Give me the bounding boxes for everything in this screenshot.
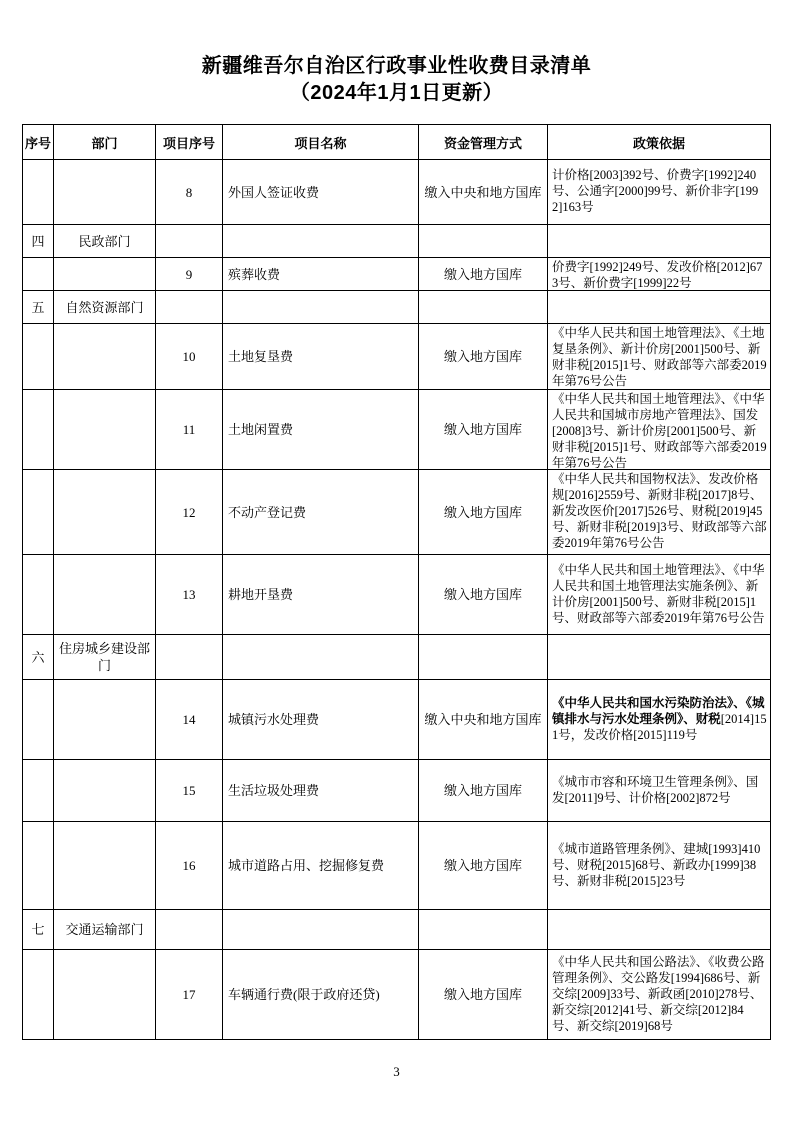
cell-fund (419, 635, 548, 680)
cell-seq (23, 680, 54, 760)
cell-fund: 缴入地方国库 (419, 760, 548, 822)
cell-name: 土地闲置费 (223, 390, 419, 470)
cell-fund: 缴入地方国库 (419, 324, 548, 390)
table-row (23, 324, 771, 390)
policy-text (552, 954, 768, 1034)
cell-dept: 交通运输部门 (54, 910, 156, 950)
policy-segment: 《中华人民共和国土地管理法》、《中华人民共和国城市房地产管理法》、国发[2008]3号、新计价房[2001]500号、新财非税[2015]1号、财政部等六部委2019年第76号公告 (552, 392, 767, 470)
table-row (23, 258, 771, 291)
cell-dept (54, 760, 156, 822)
cell-num (156, 291, 223, 324)
cell-policy (548, 225, 771, 258)
cell-fund: 缴入地方国库 (419, 950, 548, 1040)
policy-text (552, 167, 768, 215)
cell-name: 耕地开垦费 (223, 555, 419, 635)
document-title (0, 0, 793, 107)
cell-policy (548, 635, 771, 680)
cell-num: 15 (156, 760, 223, 822)
policy-segment: 《城市市容和环境卫生管理条例》、国发[2011]9号、计价格[2002]872号 (552, 774, 759, 805)
policy-segment: 《中华人民共和国土地管理法》、《中华人民共和国土地管理法实施条例》、新计价房[2001]500号、新财非税[2015]1号、财政部等六部委2019年第76号公告 (552, 562, 765, 625)
policy-cell-content (552, 760, 768, 819)
table-row (23, 160, 771, 225)
cell-name: 城镇污水处理费 (223, 680, 419, 760)
policy-cell-content (552, 680, 768, 757)
cell-policy (548, 910, 771, 950)
policy-cell-content (552, 470, 768, 552)
cell-dept (54, 555, 156, 635)
policy-text (552, 841, 768, 889)
cell-fund: 缴入地方国库 (419, 555, 548, 635)
column-header-dept: 部门 (54, 125, 156, 160)
document-title-line1: 新疆维吾尔自治区行政事业性收费目录清单 (201, 55, 592, 77)
policy-text (552, 259, 768, 291)
cell-name (223, 225, 419, 258)
cell-policy (548, 390, 771, 470)
cell-name (223, 635, 419, 680)
policy-segment: 《中华人民共和国公路法》、《收费公路管理条例》、交公路发[1994]686号、新交综[2009]33号、新政函[2010]278号、新交综[2012]41号、新交综[2012]84号、新交综[2019]68号 (552, 954, 765, 1033)
cell-dept (54, 822, 156, 910)
column-header-num: 项目序号 (156, 125, 223, 160)
cell-dept (54, 258, 156, 291)
policy-segment: 计价格[2003]392号、价费字[1992]240号、公通字[2000]99号、新价非字[1992]163号 (552, 168, 759, 214)
cell-dept (54, 160, 156, 225)
cell-num: 14 (156, 680, 223, 760)
cell-seq (23, 822, 54, 910)
cell-seq (23, 760, 54, 822)
cell-fund: 缴入中央和地方国库 (419, 680, 548, 760)
policy-segment: 《中华人民共和国水污染防治法》、《城镇排水与污水处理条例》、财税 (552, 695, 765, 726)
cell-name: 不动产登记费 (223, 470, 419, 555)
policy-cell-content (552, 390, 768, 470)
column-header-seq: 序号 (23, 125, 54, 160)
policy-text (552, 695, 768, 743)
table-row (23, 470, 771, 555)
table-row (23, 910, 771, 950)
policy-segment: 价费字[1992]249号、发改价格[2012]673号、新价费字[1999]22号 (552, 260, 763, 290)
cell-num: 16 (156, 822, 223, 910)
policy-cell-content (552, 258, 768, 288)
cell-num (156, 225, 223, 258)
cell-dept: 自然资源部门 (54, 291, 156, 324)
column-header-policy: 政策依据 (548, 125, 771, 160)
table-row (23, 680, 771, 760)
fee-table-head (23, 125, 771, 160)
cell-policy (548, 680, 771, 760)
fee-table (22, 124, 771, 1040)
cell-policy (548, 555, 771, 635)
policy-text (552, 391, 768, 471)
cell-dept: 民政部门 (54, 225, 156, 258)
column-header-fund: 资金管理方式 (419, 125, 548, 160)
column-header-name: 项目名称 (223, 125, 419, 160)
cell-name: 外国人签证收费 (223, 160, 419, 225)
policy-cell-content (552, 324, 768, 387)
table-row (23, 635, 771, 680)
table-row (23, 225, 771, 258)
cell-policy (548, 324, 771, 390)
cell-policy (548, 822, 771, 910)
cell-fund: 缴入中央和地方国库 (419, 160, 548, 225)
policy-text (552, 471, 768, 551)
header-row (23, 125, 771, 160)
cell-name: 殡葬收费 (223, 258, 419, 291)
policy-cell-content (552, 950, 768, 1037)
policy-cell-content (552, 291, 768, 321)
cell-fund (419, 910, 548, 950)
cell-num: 13 (156, 555, 223, 635)
cell-policy (548, 760, 771, 822)
cell-num: 12 (156, 470, 223, 555)
policy-text (552, 325, 768, 389)
cell-fund: 缴入地方国库 (419, 470, 548, 555)
cell-fund: 缴入地方国库 (419, 258, 548, 291)
cell-seq: 四 (23, 225, 54, 258)
policy-cell-content (552, 635, 768, 677)
cell-seq (23, 390, 54, 470)
policy-segment: 《中华人民共和国物权法》、发改价格规[2016]2559号、新财非税[2017]8号、新发改医价[2017]526号、财税[2019]45号、新财非税[2019]3号、财政部等六部委2019年第76号公告 (552, 472, 767, 550)
cell-dept (54, 470, 156, 555)
cell-seq (23, 160, 54, 225)
policy-text (552, 562, 768, 626)
cell-seq (23, 470, 54, 555)
cell-seq (23, 950, 54, 1040)
cell-num: 8 (156, 160, 223, 225)
table-row (23, 760, 771, 822)
cell-seq (23, 555, 54, 635)
cell-dept (54, 680, 156, 760)
cell-policy (548, 950, 771, 1040)
cell-fund (419, 291, 548, 324)
document-title-line2: （2024年1月1日更新） (289, 82, 504, 104)
cell-num (156, 910, 223, 950)
table-row (23, 822, 771, 910)
cell-name (223, 910, 419, 950)
cell-name: 车辆通行费(限于政府还贷) (223, 950, 419, 1040)
cell-policy (548, 291, 771, 324)
cell-num (156, 635, 223, 680)
policy-segment: 《中华人民共和国土地管理法》、《土地复垦条例》、新计价房[2001]500号、新财非税[2015]1号、财政部等六部委2019年第76号公告 (552, 326, 767, 388)
cell-name: 土地复垦费 (223, 324, 419, 390)
table-row (23, 291, 771, 324)
cell-seq (23, 258, 54, 291)
cell-num: 10 (156, 324, 223, 390)
policy-segment: 《城市道路管理条例》、建城[1993]410号、财税[2015]68号、新政办[1999]38号、新财非税[2015]23号 (552, 841, 761, 888)
cell-name: 城市道路占用、挖掘修复费 (223, 822, 419, 910)
cell-num: 17 (156, 950, 223, 1040)
cell-seq: 七 (23, 910, 54, 950)
cell-seq: 六 (23, 635, 54, 680)
cell-num: 11 (156, 390, 223, 470)
cell-policy (548, 258, 771, 291)
cell-seq (23, 324, 54, 390)
cell-dept (54, 324, 156, 390)
policy-cell-content (552, 225, 768, 255)
policy-text (552, 774, 768, 806)
cell-num: 9 (156, 258, 223, 291)
cell-dept (54, 950, 156, 1040)
cell-fund: 缴入地方国库 (419, 822, 548, 910)
policy-cell-content (552, 910, 768, 947)
cell-dept (54, 390, 156, 470)
policy-cell-content (552, 822, 768, 907)
page-number: 3 (393, 1064, 400, 1079)
cell-policy (548, 470, 771, 555)
policy-cell-content (552, 555, 768, 632)
cell-name: 生活垃圾处理费 (223, 760, 419, 822)
policy-segment: [2014]151号，发改价格[2015]119号 (552, 711, 767, 742)
cell-dept: 住房城乡建设部门 (54, 635, 156, 680)
table-row (23, 555, 771, 635)
policy-cell-content (552, 160, 768, 222)
cell-policy (548, 160, 771, 225)
table-row (23, 950, 771, 1040)
table-row (23, 390, 771, 470)
cell-fund (419, 225, 548, 258)
cell-seq: 五 (23, 291, 54, 324)
fee-table-body (23, 160, 771, 1040)
cell-fund: 缴入地方国库 (419, 390, 548, 470)
cell-name (223, 291, 419, 324)
